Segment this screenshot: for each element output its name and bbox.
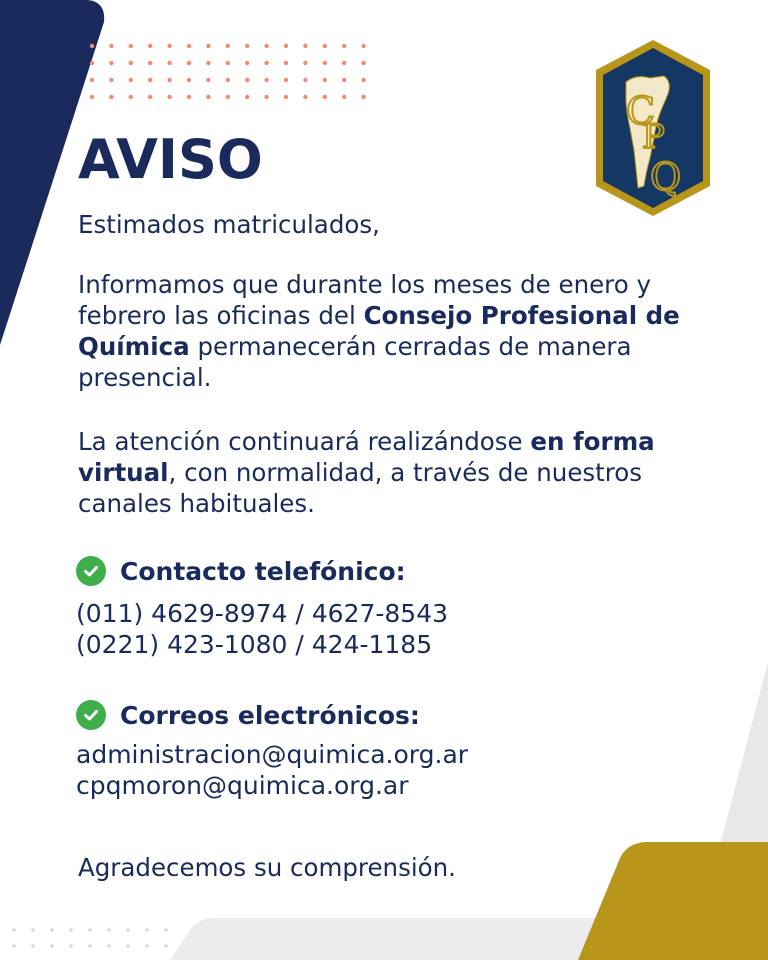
decorative-dot bbox=[129, 61, 133, 65]
decorative-dot bbox=[303, 78, 307, 82]
decorative-dot bbox=[303, 44, 307, 48]
decorative-dot bbox=[187, 78, 191, 82]
decorative-dot bbox=[31, 944, 35, 948]
decorative-dot bbox=[167, 78, 171, 82]
decorative-dot bbox=[206, 44, 210, 48]
page-title: AVISO bbox=[78, 128, 263, 191]
decorative-dot bbox=[148, 61, 152, 65]
decorative-dot bbox=[342, 78, 346, 82]
decorative-dot bbox=[129, 44, 133, 48]
decorative-dot bbox=[164, 928, 168, 932]
decorative-dot bbox=[164, 944, 168, 948]
decorative-dot bbox=[361, 44, 365, 48]
decorative-dot bbox=[109, 44, 113, 48]
decorative-dot bbox=[109, 61, 113, 65]
decorative-dot bbox=[126, 944, 130, 948]
decorative-dot bbox=[264, 44, 268, 48]
phone-list bbox=[76, 598, 448, 660]
decorative-dot bbox=[264, 95, 268, 99]
decorative-dot bbox=[50, 928, 54, 932]
paragraph-text: La atención continuará realizándose bbox=[78, 427, 531, 456]
decorative-dot bbox=[245, 44, 249, 48]
decorative-dot bbox=[129, 78, 133, 82]
decorative-dot bbox=[107, 928, 111, 932]
decorative-dot bbox=[206, 95, 210, 99]
decorative-dot bbox=[167, 61, 171, 65]
closure-notice-paragraph bbox=[78, 269, 728, 393]
decorative-dot bbox=[245, 95, 249, 99]
decorative-dot bbox=[226, 95, 230, 99]
decorative-dot bbox=[303, 95, 307, 99]
phone-number-line: (011) 4629-8974 / 4627-8543 bbox=[76, 599, 449, 628]
decorative-dot bbox=[323, 95, 327, 99]
decorative-dot bbox=[126, 928, 130, 932]
decorative-dot bbox=[187, 44, 191, 48]
closing-text: Agradecemos su comprensión. bbox=[78, 853, 456, 882]
email-list bbox=[76, 739, 468, 801]
decorative-dot bbox=[245, 61, 249, 65]
decorative-dot bbox=[206, 78, 210, 82]
decorative-dot bbox=[69, 928, 73, 932]
decorative-dot bbox=[148, 78, 152, 82]
email-address-line: administracion@quimica.org.ar bbox=[76, 740, 469, 769]
paragraph-text: permanecerán cerradas de manera presencial. bbox=[78, 332, 632, 392]
virtual-emphasis: en forma virtual bbox=[78, 427, 655, 487]
phone-section-heading bbox=[76, 556, 406, 586]
decorative-dot bbox=[31, 928, 35, 932]
decorative-dot bbox=[12, 944, 16, 948]
email-address-line: cpqmoron@quimica.org.ar bbox=[76, 771, 409, 800]
paragraph-text: , con normalidad, a través de nuestros canales habituales. bbox=[78, 458, 643, 518]
decorative-dot bbox=[323, 44, 327, 48]
decorative-dot bbox=[206, 61, 210, 65]
decorative-dot bbox=[361, 61, 365, 65]
svg-text:C: C bbox=[626, 89, 656, 133]
decorative-dot bbox=[129, 95, 133, 99]
decorative-dot bbox=[109, 95, 113, 99]
decorative-dot bbox=[90, 95, 94, 99]
decorative-dot bbox=[167, 44, 171, 48]
decorative-dot bbox=[284, 78, 288, 82]
svg-text:Q: Q bbox=[650, 155, 682, 199]
decorative-dot bbox=[264, 61, 268, 65]
decorative-dot bbox=[12, 928, 16, 932]
decorative-dot bbox=[226, 78, 230, 82]
decorative-dot bbox=[226, 44, 230, 48]
decorative-dot bbox=[342, 61, 346, 65]
decorative-dot bbox=[245, 78, 249, 82]
decorative-dot bbox=[342, 95, 346, 99]
decorative-dot bbox=[226, 61, 230, 65]
check-circle-icon bbox=[76, 700, 106, 730]
decorative-dot bbox=[148, 95, 152, 99]
decorative-dot bbox=[323, 61, 327, 65]
decorative-dot bbox=[145, 928, 149, 932]
phone-heading-label: Contacto telefónico: bbox=[120, 556, 406, 586]
decorative-dot bbox=[361, 95, 365, 99]
decorative-dot bbox=[284, 95, 288, 99]
decorative-dot bbox=[187, 95, 191, 99]
decorative-dot bbox=[90, 61, 94, 65]
email-heading-label: Correos electrónicos: bbox=[120, 700, 420, 730]
decorative-dot bbox=[88, 944, 92, 948]
decorative-dot bbox=[69, 944, 73, 948]
decorative-dot bbox=[148, 44, 152, 48]
decorative-dot bbox=[145, 944, 149, 948]
decorative-dot bbox=[167, 95, 171, 99]
email-section-heading bbox=[76, 700, 420, 730]
decorative-dot bbox=[107, 944, 111, 948]
cpq-emblem-icon bbox=[592, 38, 714, 218]
organization-name: Consejo Profesional de Química bbox=[78, 301, 680, 361]
decorative-dot bbox=[323, 78, 327, 82]
decorative-dot bbox=[284, 61, 288, 65]
decorative-dot bbox=[88, 928, 92, 932]
phone-number-line: (0221) 423-1080 / 424-1185 bbox=[76, 630, 433, 659]
decorative-dot bbox=[303, 61, 307, 65]
decorative-dot bbox=[361, 78, 365, 82]
svg-text:P: P bbox=[642, 117, 665, 157]
decorative-dot bbox=[264, 78, 268, 82]
virtual-attention-paragraph bbox=[78, 426, 728, 519]
decorative-dot bbox=[90, 78, 94, 82]
decorative-dot bbox=[342, 44, 346, 48]
paragraph-text: Informamos que durante los meses de enero y febrero las oficinas del bbox=[78, 270, 651, 330]
decorative-dot bbox=[90, 44, 94, 48]
decorative-dot bbox=[109, 78, 113, 82]
decorative-dot bbox=[284, 44, 288, 48]
decorative-dot bbox=[50, 944, 54, 948]
check-circle-icon bbox=[76, 556, 106, 586]
decorative-dot bbox=[187, 61, 191, 65]
greeting-text: Estimados matriculados, bbox=[78, 210, 380, 239]
